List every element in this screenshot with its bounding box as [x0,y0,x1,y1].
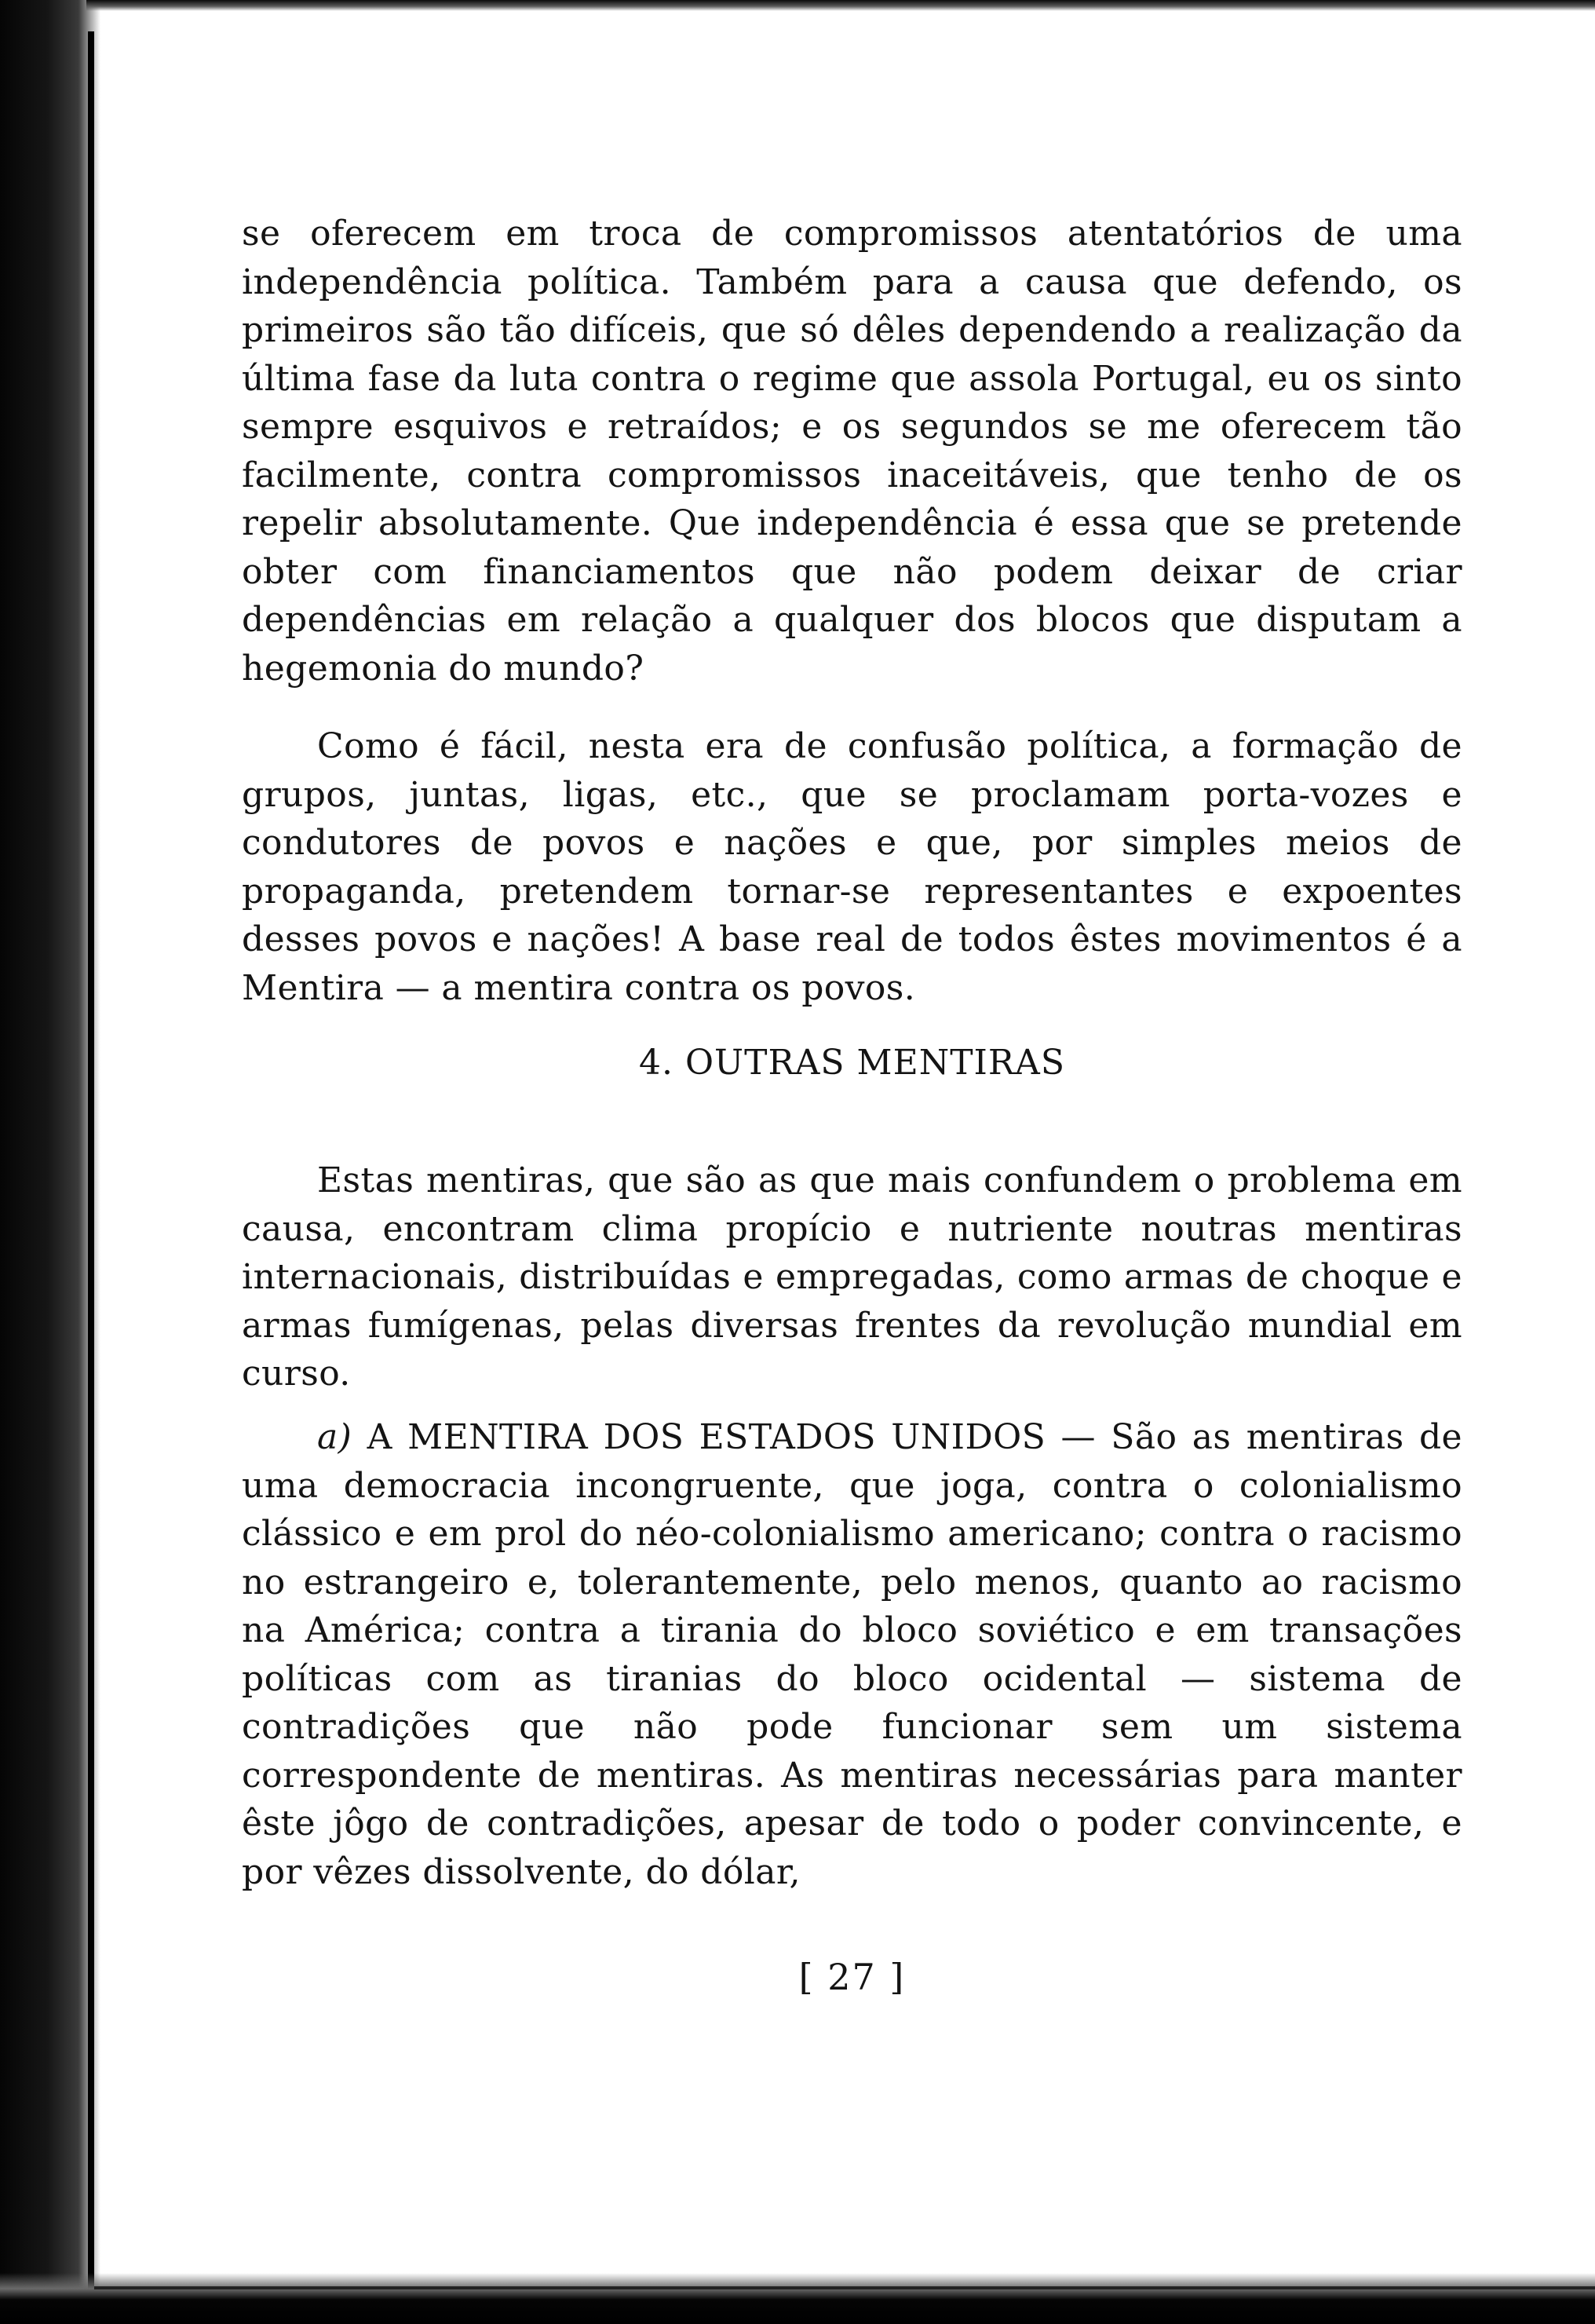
list-item-paragraph [242,1413,1462,1896]
list-item-a [242,1413,1462,1896]
list-item-text: A MENTIRA DOS ESTADOS UNIDOS — São as mentiras de uma democracia incongruente, que joga, contra o colonialismo clássico e em prol do néo-colonialismo americano; contra o racismo no estrangeiro e, tolerantemente, pelo menos, quanto ao racismo na América; contra a tirania do bloco soviético e em transações políticas com as tiranias do bloco ocidental — sistema de contradições que não pode funcionar sem um sistema correspondente de mentiras. As mentiras necessárias para manter êste jôgo de contradições, apesar de todo o poder convincente, e por vêzes dissolvente, do dólar, [242,1417,1462,1892]
scan-top-edge [86,0,1595,11]
page-number: [ 27 ] [798,1956,906,1998]
scan-bottom-edge [0,2273,1595,2324]
section-paragraph: Estas mentiras, que são as que mais confundem o problema em causa, encontram clima propício e nutriente noutras mentiras internacionais, distribuídas e empregadas, como armas de choque e armas fumígenas, pelas diversas frentes da revolução mundial em curso. [242,1160,1462,1394]
paragraph-continued [242,210,1462,692]
scan-left-edge-line [88,31,94,2293]
list-item-marker: a) [317,1417,352,1457]
paragraph-block-2 [242,722,1462,1012]
section-paragraph-block [242,1157,1462,1398]
paragraph-1: se oferecem em troca de compromissos atentatórios de uma independência política. Também para a causa que defendo, os primeiros são tão difíceis, que só dêles dependendo a realização da última fase da luta contra o regime que assola Portugal, eu os sinto sempre esquivos e retraídos; e os segundos se me oferecem tão facilmente, contra compromissos inaceitáveis, que tenho de os repelir absolutamente. Que independência é essa que se pretende obter com financiamentos que não podem deixar de criar dependências em relação a qualquer dos blocos que disputam a hegemonia do mundo? [242,214,1462,689]
scan-bottom-line [94,2286,1595,2289]
scan-left-edge [0,0,100,2324]
section-heading: 4. OUTRAS MENTIRAS [639,1043,1065,1083]
paragraph-2: Como é fácil, nesta era de confusão política, a formação de grupos, juntas, ligas, etc., que se proclamam porta-vozes e condutores de povos e nações e que, por simples meios de propaganda, pretendem tornar-se representantes e expoentes desses povos e nações! A base real de todos êstes movimentos é a Mentira — a mentira contra os povos. [242,726,1462,1008]
